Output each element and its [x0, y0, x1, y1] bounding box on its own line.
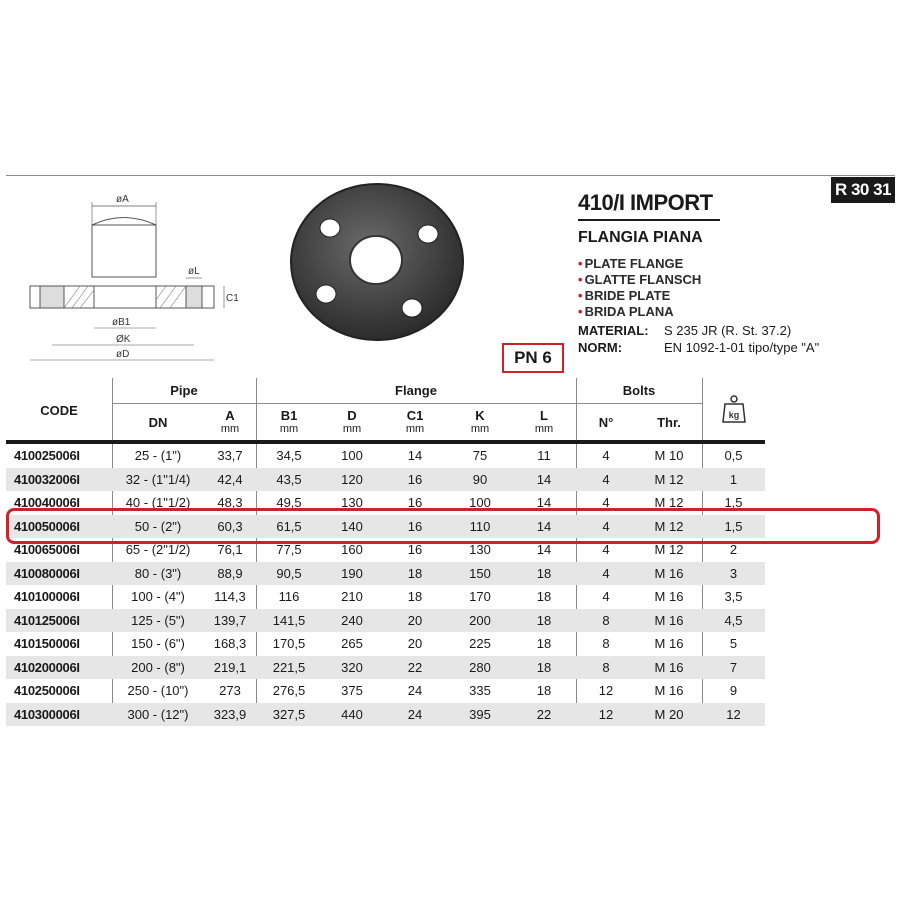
- material-label: MATERIAL:: [578, 323, 649, 338]
- cell-k: 395: [469, 706, 491, 722]
- dim-label-d: øD: [116, 349, 130, 360]
- col-unit: mm: [470, 423, 490, 435]
- cell-b1: 43,5: [276, 471, 302, 487]
- cell-b1: 34,5: [276, 448, 302, 463]
- cell-code: 410040006I: [14, 495, 80, 510]
- col-unit: mm: [220, 423, 240, 435]
- cell-d: 265: [341, 636, 363, 651]
- cell-dn: 65 - (2"1/2): [125, 542, 191, 557]
- group-header-bolts: Bolts: [622, 383, 656, 398]
- cell-weight: 1,5: [724, 518, 743, 534]
- cell-k: 200: [469, 612, 491, 628]
- cell-weight: 1: [729, 471, 738, 487]
- cell-code: 410150006I: [14, 636, 80, 651]
- material-value: S 235 JR (R. St. 37.2): [664, 323, 792, 338]
- col-unit: mm: [534, 423, 554, 435]
- catalog-page-badge: R 30 31: [831, 177, 895, 203]
- cell-c1: 16: [407, 495, 423, 510]
- cell-l: 18: [536, 565, 552, 581]
- cell-dn: 80 - (3"): [134, 565, 182, 581]
- cell-d: 160: [341, 542, 363, 557]
- col-header-d-label: D: [347, 408, 357, 423]
- cell-a: 48,3: [217, 495, 243, 510]
- cell-thread: M 12: [654, 518, 684, 534]
- cell-a: 76,1: [217, 542, 243, 557]
- cell-thread: M 16: [654, 565, 684, 581]
- dim-label-a: øA: [116, 194, 129, 205]
- dim-label-l: øL: [188, 266, 200, 277]
- col-header-dn: DN: [148, 415, 168, 430]
- cell-c1: 20: [407, 636, 423, 651]
- cell-thread: M 12: [654, 542, 684, 557]
- translation-de: • GLATTE FLANSCH: [578, 272, 701, 288]
- col-header-d: [322, 408, 382, 435]
- cell-bolt-count: 4: [602, 495, 610, 510]
- cell-bolt-count: 4: [602, 518, 610, 534]
- cell-c1: 18: [407, 589, 423, 604]
- cell-code: 410100006I: [14, 589, 80, 604]
- cell-d: 320: [341, 659, 363, 675]
- norm-value: EN 1092-1-01 tipo/type "A": [664, 340, 820, 355]
- cell-code: 410050006I: [14, 518, 80, 534]
- cell-l: 18: [536, 659, 552, 675]
- col-header-l-label: L: [540, 408, 548, 423]
- cell-thread: M 16: [654, 659, 684, 675]
- cell-dn: 100 - (4"): [131, 589, 185, 604]
- cell-d: 375: [341, 683, 363, 698]
- col-header-l: [512, 408, 576, 435]
- cell-bolt-count: 4: [602, 542, 610, 557]
- cell-weight: 7: [729, 659, 738, 675]
- col-header-b1: [256, 408, 322, 435]
- cell-code: 410032006I: [14, 471, 80, 487]
- cell-code: 410300006I: [14, 706, 80, 722]
- cell-thread: M 10: [654, 448, 684, 463]
- cell-a: 219,1: [213, 659, 247, 675]
- cell-bolt-count: 8: [602, 659, 610, 675]
- cell-dn: 25 - (1"): [134, 448, 182, 463]
- cell-k: 90: [472, 471, 488, 487]
- cell-dn: 125 - (5"): [131, 612, 185, 628]
- cell-d: 440: [341, 706, 363, 722]
- cell-code: 410025006I: [14, 448, 80, 463]
- cell-a: 168,3: [213, 636, 247, 651]
- cell-code: 410065006I: [14, 542, 80, 557]
- translation-en: • PLATE FLANGE: [578, 256, 701, 272]
- col-header-a-label: A: [225, 408, 235, 423]
- cell-b1: 90,5: [276, 565, 302, 581]
- cell-dn: 250 - (10"): [127, 683, 189, 698]
- cell-weight: 1,5: [724, 495, 743, 510]
- cell-a: 323,9: [213, 706, 247, 722]
- cell-c1: 16: [407, 542, 423, 557]
- cell-thread: M 12: [654, 495, 684, 510]
- material-spec: [578, 323, 791, 338]
- cell-b1: 116: [278, 589, 300, 604]
- cell-l: 14: [536, 495, 552, 510]
- weight-icon: [721, 394, 747, 424]
- table-row: [6, 444, 765, 468]
- cell-code: 410125006I: [14, 612, 80, 628]
- weight-icon-label: kg: [728, 410, 740, 420]
- dim-label-k: ØK: [116, 334, 131, 345]
- cell-b1: 49,5: [276, 495, 302, 510]
- cell-c1: 14: [407, 448, 423, 463]
- table-row: [6, 656, 765, 680]
- cell-c1: 20: [407, 612, 423, 628]
- cell-k: 100: [469, 495, 491, 510]
- col-unit: mm: [405, 423, 425, 435]
- cell-a: 33,7: [217, 448, 243, 463]
- cell-l: 14: [536, 471, 552, 487]
- cell-k: 170: [469, 589, 491, 604]
- cell-d: 190: [341, 565, 363, 581]
- cell-c1: 22: [407, 659, 423, 675]
- table-row: [6, 703, 765, 727]
- cell-weight: 3: [729, 565, 738, 581]
- cell-weight: 4,5: [724, 612, 743, 628]
- cell-code: 410250006I: [14, 683, 80, 698]
- cell-b1: 221,5: [272, 659, 306, 675]
- header-divider: [112, 403, 702, 404]
- cell-dn: 150 - (6"): [131, 636, 185, 651]
- cell-a: 139,7: [213, 612, 247, 628]
- cell-a: 114,3: [214, 589, 246, 604]
- table-row: [6, 679, 765, 703]
- cell-thread: M 16: [654, 636, 684, 651]
- cell-bolt-count: 4: [602, 448, 610, 463]
- cell-weight: 3,5: [724, 589, 743, 604]
- cell-bolt-count: 12: [598, 683, 614, 698]
- cell-b1: 61,5: [276, 518, 302, 534]
- cell-bolt-count: 8: [602, 612, 610, 628]
- col-unit: mm: [279, 423, 299, 435]
- cell-b1: 77,5: [276, 542, 302, 557]
- cell-thread: M 20: [654, 706, 684, 722]
- cell-weight: 0,5: [724, 448, 743, 463]
- cell-k: 75: [472, 448, 488, 463]
- cell-k: 110: [469, 518, 491, 534]
- cell-a: 273: [219, 683, 241, 698]
- cell-thread: M 16: [654, 612, 684, 628]
- col-unit: mm: [342, 423, 362, 435]
- cell-b1: 141,5: [272, 612, 306, 628]
- cell-dn: 32 - (1"1/4): [125, 471, 191, 487]
- cell-weight: 12: [726, 706, 741, 722]
- flange-technical-drawing: [20, 190, 260, 370]
- col-header-k-label: K: [475, 408, 485, 423]
- cell-k: 280: [469, 659, 491, 675]
- cell-k: 225: [469, 636, 491, 651]
- table-row: [6, 632, 765, 656]
- cell-c1: 24: [407, 683, 423, 698]
- translation-es: • BRIDA PLANA: [578, 304, 701, 320]
- group-header-pipe: Pipe: [170, 383, 198, 398]
- cell-code: 410200006I: [14, 659, 80, 675]
- cell-thread: M 12: [654, 471, 684, 487]
- cell-c1: 18: [407, 565, 423, 581]
- cell-thread: M 16: [654, 683, 684, 698]
- cell-d: 130: [341, 495, 363, 510]
- cell-weight: 5: [729, 636, 738, 651]
- flange-product-image: [282, 178, 472, 343]
- cell-c1: 16: [407, 471, 423, 487]
- dim-label-b1: øB1: [112, 317, 131, 328]
- cell-l: 18: [536, 636, 552, 651]
- cell-d: 100: [341, 448, 363, 463]
- cell-thread: M 16: [654, 589, 684, 604]
- cell-dn: 300 - (12"): [127, 706, 189, 722]
- col-header-code: CODE: [40, 403, 78, 418]
- cell-c1: 16: [407, 518, 423, 534]
- cell-l: 11: [537, 448, 551, 463]
- col-header-b1-label: B1: [280, 408, 298, 423]
- table-row: [6, 609, 765, 633]
- cell-d: 210: [341, 589, 363, 604]
- translation-fr: • BRIDE PLATE: [578, 288, 701, 304]
- col-header-a: [204, 408, 256, 435]
- pressure-rating-badge: PN 6: [502, 343, 564, 373]
- cell-l: 18: [536, 589, 552, 604]
- table-row: [6, 468, 765, 492]
- translations-list: [578, 256, 701, 320]
- cell-code: 410080006I: [14, 565, 80, 581]
- cell-b1: 170,5: [272, 636, 306, 651]
- cell-c1: 24: [407, 706, 423, 722]
- cell-bolt-count: 8: [602, 636, 610, 651]
- cell-dn: 200 - (8"): [131, 659, 185, 675]
- cell-bolt-count: 4: [602, 565, 610, 581]
- top-rule: [6, 175, 895, 176]
- cell-dn: 40 - (1"1/2): [125, 495, 191, 510]
- col-header-k: [448, 408, 512, 435]
- col-header-n: N°: [598, 415, 614, 430]
- norm-spec: [578, 340, 819, 355]
- cell-a: 42,4: [217, 471, 243, 487]
- cell-l: 14: [536, 518, 552, 534]
- cell-l: 18: [536, 612, 552, 628]
- cell-l: 18: [536, 683, 552, 698]
- col-header-c1: [382, 408, 448, 435]
- dim-label-c1: C1: [226, 293, 239, 304]
- cell-k: 335: [469, 683, 491, 698]
- cell-bolt-count: 4: [602, 471, 610, 487]
- cell-a: 88,9: [217, 565, 243, 581]
- product-subtitle: FLANGIA PIANA: [578, 229, 703, 246]
- cell-l: 14: [536, 542, 552, 557]
- cell-weight: 9: [729, 683, 738, 698]
- product-title: 410/I IMPORT: [578, 190, 713, 215]
- table-row: [6, 562, 765, 586]
- cell-dn: 50 - (2"): [134, 518, 182, 534]
- cell-d: 240: [341, 612, 363, 628]
- cell-l: 22: [536, 706, 552, 722]
- group-header-flange: Flange: [395, 383, 437, 398]
- col-header-thr: Thr.: [657, 415, 681, 430]
- cell-b1: 327,5: [272, 706, 306, 722]
- cell-d: 140: [341, 518, 363, 534]
- cell-k: 150: [469, 565, 491, 581]
- title-underline: [578, 219, 720, 221]
- cell-bolt-count: 4: [602, 589, 610, 604]
- cell-weight: 2: [729, 542, 738, 557]
- norm-label: NORM:: [578, 340, 623, 355]
- highlighted-row-marker: [6, 508, 880, 544]
- cell-bolt-count: 12: [598, 706, 614, 722]
- cell-b1: 276,5: [272, 683, 306, 698]
- cell-d: 120: [341, 471, 363, 487]
- cell-k: 130: [469, 542, 491, 557]
- col-header-c1-label: C1: [406, 408, 424, 423]
- table-row: [6, 585, 765, 609]
- cell-a: 60,3: [217, 518, 243, 534]
